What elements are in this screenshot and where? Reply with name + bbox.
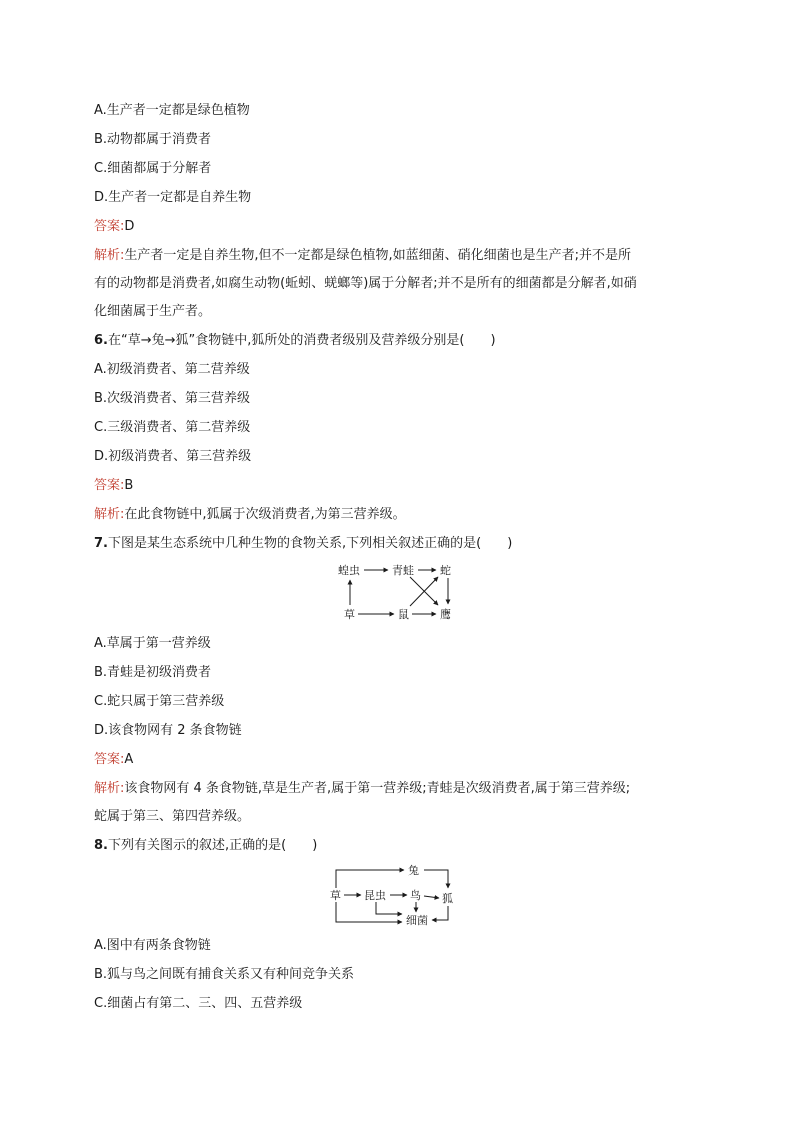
node-bacteria: 细菌 bbox=[406, 914, 428, 927]
analysis-label: 解析: bbox=[94, 781, 125, 796]
node-snake: 蛇 bbox=[440, 564, 451, 577]
answer-value: D bbox=[124, 219, 135, 234]
q8-food-web-diagram bbox=[330, 860, 465, 930]
arrow-grass-bacteria bbox=[336, 902, 402, 922]
arrow-grass-rabbit bbox=[336, 870, 404, 888]
q5-option-c: C.细菌都属于分解者 bbox=[94, 161, 212, 176]
q7-stem bbox=[94, 536, 512, 552]
question-text: 在“草→兔→狐”食物链中,狐所处的消费者级别及营养级分别是( ) bbox=[107, 333, 496, 348]
analysis-text: 该食物网有 4 条食物链,草是生产者,属于第一营养级;青蛙是次级消费者,属于第三营养级; bbox=[124, 781, 631, 796]
answer-label: 答案: bbox=[94, 478, 125, 493]
arrow-rabbit-fox bbox=[424, 870, 448, 888]
answer-value: B bbox=[124, 478, 134, 493]
answer-value: A bbox=[124, 752, 134, 767]
q5-analysis-line-3: 化细菌属于生产者。 bbox=[94, 304, 212, 319]
q7-option-c: C.蛇只属于第三营养级 bbox=[94, 694, 225, 709]
analysis-label: 解析: bbox=[94, 507, 125, 522]
analysis-text: 生产者一定是自养生物,但不一定都是绿色植物,如蓝细菌、硝化细菌也是生产者;并不是所 bbox=[124, 248, 632, 263]
node-fox: 狐 bbox=[442, 892, 453, 905]
arrow-fox-bacteria bbox=[432, 906, 448, 920]
q7-analysis-line-2: 蛇属于第三、第四营养级。 bbox=[94, 809, 251, 824]
question-number: 6. bbox=[94, 333, 108, 348]
q6-option-b: B.次级消费者、第三营养级 bbox=[94, 391, 251, 406]
node-grass: 草 bbox=[344, 608, 355, 621]
q5-answer bbox=[94, 219, 134, 235]
question-text: 下列有关图示的叙述,正确的是( ) bbox=[107, 838, 318, 853]
q6-option-d: D.初级消费者、第三营养级 bbox=[94, 449, 252, 464]
node-grass: 草 bbox=[330, 889, 341, 902]
q7-food-web-diagram bbox=[330, 560, 465, 624]
node-eagle: 鹰 bbox=[440, 608, 451, 621]
node-rabbit: 兔 bbox=[408, 864, 419, 877]
node-mouse: 鼠 bbox=[398, 608, 409, 621]
q6-analysis bbox=[94, 507, 406, 523]
question-text: 下图是某生态系统中几种生物的食物关系,下列相关叙述正确的是( ) bbox=[107, 536, 513, 551]
q7-analysis-line-1 bbox=[94, 781, 630, 797]
q5-analysis-line-1 bbox=[94, 248, 631, 264]
analysis-text: 在此食物链中,狐属于次级消费者,为第三营养级。 bbox=[124, 507, 406, 522]
arrow-insect-bacteria bbox=[376, 902, 402, 914]
q6-option-c: C.三级消费者、第二营养级 bbox=[94, 420, 251, 435]
node-frog: 青蛙 bbox=[392, 564, 414, 577]
node-insect: 昆虫 bbox=[364, 889, 386, 902]
q7-option-a: A.草属于第一营养级 bbox=[94, 636, 211, 651]
node-bird: 鸟 bbox=[410, 889, 421, 902]
q7-option-d: D.该食物网有 2 条食物链 bbox=[94, 723, 242, 738]
q7-answer bbox=[94, 752, 133, 768]
answer-label: 答案: bbox=[94, 219, 125, 234]
analysis-label: 解析: bbox=[94, 248, 125, 263]
arrow-bird-fox bbox=[424, 896, 439, 898]
q8-option-b: B.狐与鸟之间既有捕食关系又有种间竞争关系 bbox=[94, 967, 355, 982]
question-number: 7. bbox=[94, 536, 108, 551]
question-number: 8. bbox=[94, 838, 108, 853]
q6-stem bbox=[94, 333, 496, 349]
q5-option-b: B.动物都属于消费者 bbox=[94, 132, 212, 147]
node-locust: 蝗虫 bbox=[338, 564, 360, 577]
q8-option-c: C.细菌占有第二、三、四、五营养级 bbox=[94, 996, 303, 1011]
q8-stem bbox=[94, 838, 317, 854]
answer-label: 答案: bbox=[94, 752, 125, 767]
q7-option-b: B.青蛙是初级消费者 bbox=[94, 665, 212, 680]
q8-option-a: A.图中有两条食物链 bbox=[94, 938, 211, 953]
q5-analysis-line-2: 有的动物都是消费者,如腐生动物(蚯蚓、蜣螂等)属于分解者;并不是所有的细菌都是分解者,如硝 bbox=[94, 276, 637, 291]
q6-answer bbox=[94, 478, 133, 494]
q5-option-a: A.生产者一定都是绿色植物 bbox=[94, 103, 250, 118]
q6-option-a: A.初级消费者、第二营养级 bbox=[94, 362, 250, 377]
q5-option-d: D.生产者一定都是自养生物 bbox=[94, 190, 252, 205]
